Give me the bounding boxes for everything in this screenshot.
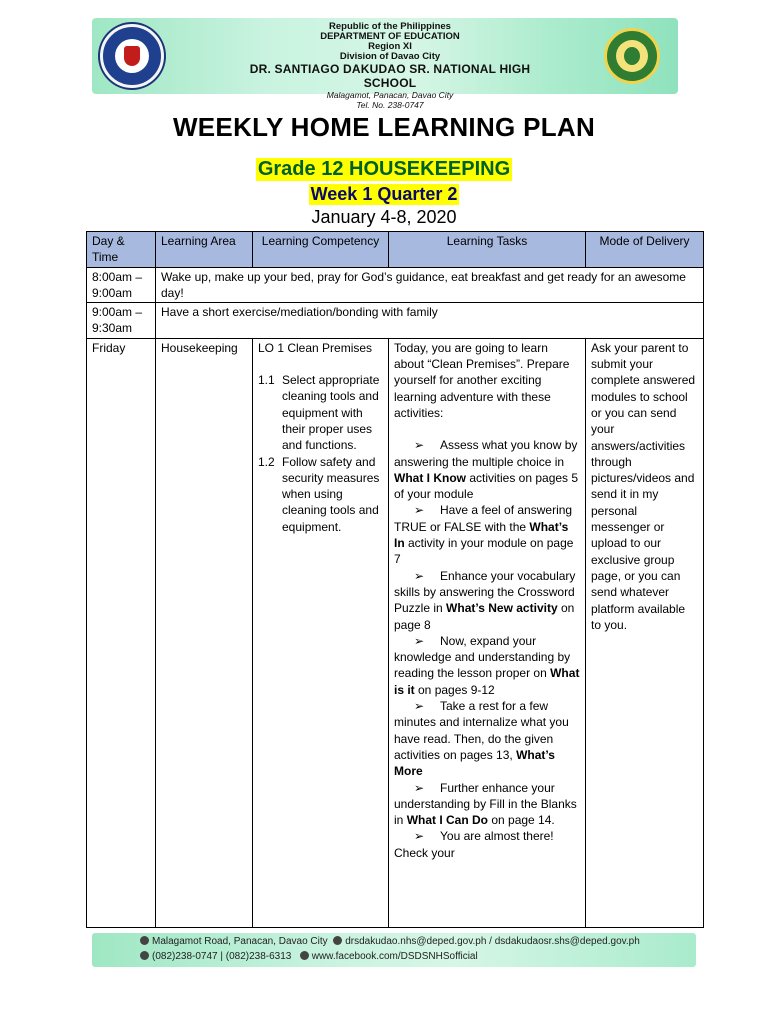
task-item: ➢ Now, expand your knowledge and understanding by reading the lesson proper on What is it on pages 9-12 bbox=[394, 633, 580, 697]
date-range: January 4-8, 2020 bbox=[311, 207, 457, 227]
competency-item: 1.2 Follow safety and security measures when using cleaning tools and equipment. bbox=[258, 454, 380, 534]
page-title: WEEKLY HOME LEARNING PLAN bbox=[172, 112, 596, 142]
school-name: DR. SANTIAGO DAKUDAO SR. NATIONAL HIGH SCHOOL bbox=[249, 62, 531, 90]
task-item: ➢ Take a rest for a few minutes and internalize what you have read. Then, do the given activities on pages 13, What’s More bbox=[394, 699, 569, 779]
phone-icon bbox=[140, 951, 149, 960]
task-item: ➢ Have a feel of answering TRUE or FALSE with the What’s In activity in your module on page 7 bbox=[394, 503, 574, 567]
footer-phones: (082)238-0747 | (082)238-6313 www.facebook.com/DSDSNHSofficial bbox=[140, 951, 478, 962]
arrow-bullet-icon: ➢ bbox=[414, 568, 425, 583]
header-learning-tasks: Learning Tasks bbox=[389, 232, 586, 268]
row2-time: 9:00am – 9:30am bbox=[87, 303, 156, 339]
table-row bbox=[87, 303, 704, 339]
task-item: ➢ Enhance your vocabulary skills by answering the Crossword Puzzle in What’s New activity on page 8 bbox=[394, 568, 576, 632]
header-line2: DEPARTMENT OF EDUCATION bbox=[320, 31, 460, 42]
facebook-icon bbox=[300, 951, 309, 960]
header-line4: Division of Davao City bbox=[339, 51, 441, 62]
table-header-row bbox=[87, 232, 704, 268]
tasks-intro: Today, you are going to learn about “Clean Premises”. Prepare yourself for another exciting learning adventure with these activities: bbox=[394, 340, 570, 420]
week-subtitle bbox=[0, 184, 768, 205]
header-learning-area: Learning Area bbox=[156, 232, 253, 268]
location-icon bbox=[140, 936, 149, 945]
footer-emails: drsdakudao.nhs@deped.gov.ph / dsdakudaosr.shs@deped.gov.ph bbox=[345, 936, 640, 947]
school-info bbox=[230, 22, 550, 110]
footer-facebook: www.facebook.com/DSDSNHSofficial bbox=[311, 951, 478, 962]
arrow-bullet-icon: ➢ bbox=[414, 829, 425, 844]
arrow-bullet-icon: ➢ bbox=[414, 503, 425, 518]
footer-address: Malagamot Road, Panacan, Davao City drsdakudao.nhs@deped.gov.ph / dsdakudaosr.shs@deped.gov.ph bbox=[140, 936, 640, 947]
header-mode-of-delivery: Mode of Delivery bbox=[586, 232, 704, 268]
header-learning-competency: Learning Competency bbox=[253, 232, 389, 268]
grade-subtitle bbox=[0, 158, 768, 181]
email-icon bbox=[333, 936, 342, 945]
row3-competency bbox=[253, 338, 389, 927]
row2-text: Have a short exercise/mediation/bonding with family bbox=[156, 303, 704, 339]
competency-item: 1.1 Select appropriate cleaning tools and equipment with their proper uses and functions. bbox=[258, 373, 380, 453]
row3-day: Friday bbox=[87, 338, 156, 927]
competency-list bbox=[258, 372, 383, 535]
row3-tasks bbox=[389, 338, 586, 927]
deped-seal-logo bbox=[100, 24, 164, 88]
arrow-bullet-icon: ➢ bbox=[414, 780, 425, 795]
school-seal-logo bbox=[604, 28, 660, 84]
task-list bbox=[394, 437, 580, 861]
header-line3: Region XI bbox=[368, 41, 412, 52]
table-row bbox=[87, 338, 704, 927]
header-line1: Republic of the Philippines bbox=[329, 21, 451, 32]
row3-area: Housekeeping bbox=[156, 338, 253, 927]
row1-time: 8:00am – 9:00am bbox=[87, 267, 156, 303]
task-item: ➢ You are almost there! Check your bbox=[394, 829, 554, 860]
school-tel: Tel. No. 238-0747 bbox=[356, 100, 424, 110]
row1-text: Wake up, make up your bed, pray for God’s guidance, eat breakfast and get ready for an awesome day! bbox=[156, 267, 704, 303]
grade-text: Grade 12 HOUSEKEEPING bbox=[257, 158, 511, 180]
header-day-time: Day & Time bbox=[87, 232, 156, 268]
task-item: ➢ Further enhance your understanding by Fill in the Blanks in What I Can Do on page 14. bbox=[394, 780, 577, 828]
arrow-bullet-icon: ➢ bbox=[414, 633, 425, 648]
week-text: Week 1 Quarter 2 bbox=[310, 184, 458, 204]
arrow-bullet-icon: ➢ bbox=[414, 438, 425, 453]
row3-delivery: Ask your parent to submit your complete answered modules to school or you can send your answers/activities through pictures/videos and send it in my personal messenger or upload to our exclusive group page, or you can send whatever platform available to you. bbox=[586, 338, 704, 927]
school-address: Malagamot, Panacan, Davao City bbox=[326, 90, 454, 100]
table-row bbox=[87, 267, 704, 303]
task-item: ➢ Assess what you know by answering the multiple choice in What I Know activities on pages 5 of your module bbox=[394, 438, 579, 502]
arrow-bullet-icon: ➢ bbox=[414, 699, 425, 714]
competency-title: LO 1 Clean Premises bbox=[258, 340, 373, 355]
learning-plan-table bbox=[86, 231, 704, 928]
